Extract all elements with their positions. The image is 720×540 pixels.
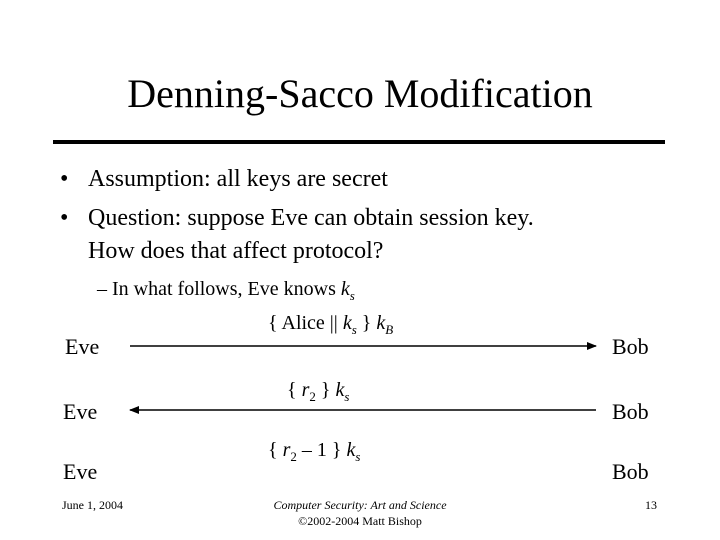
message-2-left-party: Eve: [63, 399, 98, 424]
bullet-question-line2: How does that affect protocol?: [88, 238, 384, 264]
bullet-question-line1: Question: suppose Eve can obtain session key.: [88, 205, 534, 231]
message-3-left-party: Eve: [63, 459, 98, 484]
bullet-assumption: Assumption: all keys are secret: [88, 166, 388, 192]
message-3-mid: – 1 }: [296, 439, 347, 461]
message-2-right-party: Bob: [612, 399, 649, 424]
slide-title: Denning-Sacco Modification: [127, 71, 593, 116]
message-1-mid: }: [356, 312, 377, 334]
message-1-key2-sub: B: [385, 322, 394, 337]
message-3-right-party: Bob: [612, 459, 649, 484]
message-2-key: k: [335, 379, 345, 401]
message-3-pre: {: [268, 439, 283, 461]
message-2-key-sub: s: [344, 389, 350, 404]
footer-book-title: Computer Security: Art and Science: [273, 498, 447, 512]
sub-bullet-marker: –: [97, 278, 107, 300]
message-3-nonce-sub: 2: [290, 449, 297, 464]
footer-copyright: ©2002-2004 Matt Bishop: [298, 514, 422, 528]
message-2-pre: {: [287, 379, 302, 401]
bullet-marker: •: [60, 205, 69, 231]
message-1-key1: k: [342, 312, 352, 334]
sub-bullet-subscript: s: [349, 288, 355, 303]
message-1-key2: k: [376, 312, 386, 334]
message-3-key-sub: s: [355, 449, 361, 464]
message-2-nonce: r: [301, 379, 310, 401]
footer-date: June 1, 2004: [62, 498, 123, 512]
sub-bullet-var: k: [340, 278, 350, 300]
message-1-key1-sub: s: [351, 322, 357, 337]
message-3-nonce: r: [282, 439, 291, 461]
message-1-left-party: Eve: [65, 334, 100, 359]
bullet-marker: •: [60, 166, 69, 192]
message-2-nonce-sub: 2: [309, 389, 316, 404]
footer-page-number: 13: [645, 498, 657, 512]
footer-center: [220, 497, 500, 529]
message-3-key: k: [346, 439, 356, 461]
message-1-right-party: Bob: [612, 334, 649, 359]
message-1-pre: { Alice ||: [268, 312, 343, 334]
sub-bullet-text: In what follows, Eve knows: [112, 278, 341, 300]
message-2-mid: }: [315, 379, 336, 401]
